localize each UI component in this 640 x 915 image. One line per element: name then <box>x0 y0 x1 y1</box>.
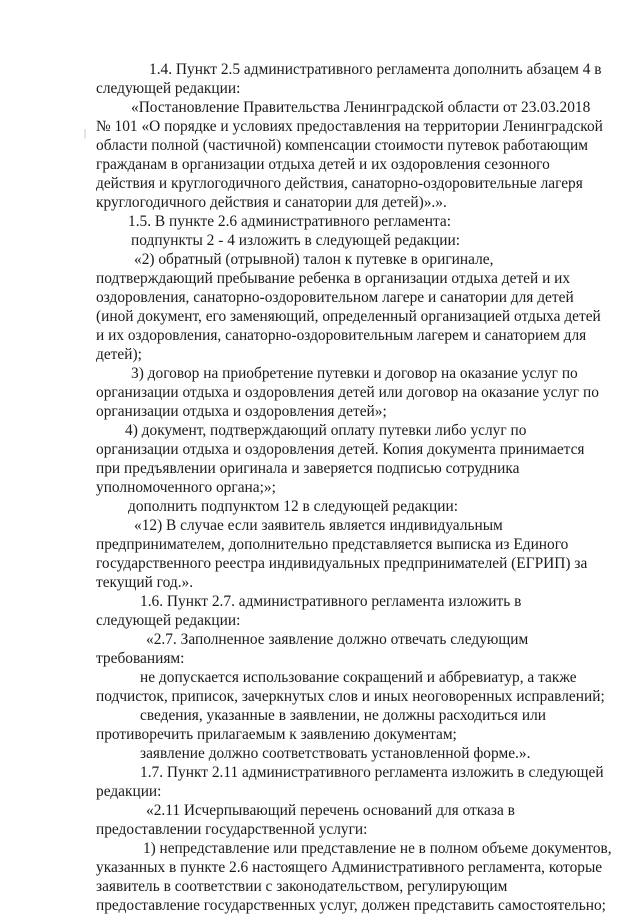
text-line: заявитель в соответствии с законодательством, регулирующим <box>96 878 508 895</box>
text-line: 1) непредставление или представление не в полном объеме документов, <box>143 840 612 857</box>
text-line: сведения, указанные в заявлении, не должны расходиться или <box>140 707 547 724</box>
text-line: № 101 «О порядке и условиях предоставления на территории Ленинградской <box>96 118 603 135</box>
text-line: не допускается использование сокращений и аббревиатур, а также <box>140 669 577 686</box>
text-line: организации отдыха и оздоровления детей. Копия документа принимается <box>96 441 585 458</box>
text-line: «2) обратный (отрывной) талон к путевке в оригинале, <box>134 251 494 268</box>
text-line: 1.4. Пункт 2.5 административного регламента дополнить абзацем 4 в <box>149 61 602 78</box>
text-line: предоставлении государственной услуги: <box>96 821 368 838</box>
text-line: при предъявлении оригинала и заверяется подписью сотрудника <box>96 460 520 477</box>
text-line: действия и круглогодичного действия, санаторно-оздоровительные лагеря <box>96 175 583 192</box>
text-line: редакции: <box>96 783 162 800</box>
text-line: организации отдыха и оздоровления детей или договор на оказание услуг по <box>96 384 599 401</box>
text-line: требованиям: <box>96 650 185 667</box>
text-line: и их оздоровления, санаторно-оздоровительным лагерем и санаторием для <box>96 327 587 344</box>
text-line: предпринимателем, дополнительно представляется выписка из Единого <box>96 536 569 553</box>
text-line: 1.7. Пункт 2.11 административного регламента изложить в следующей <box>140 764 604 781</box>
text-line: противоречить прилагаемым к заявлению документам; <box>96 726 457 743</box>
text-line: государственного реестра индивидуальных предпринимателей (ЕГРИП) за <box>96 555 588 572</box>
text-line: организации отдыха и оздоровления детей»; <box>96 403 387 420</box>
margin-mark: | <box>84 128 87 139</box>
text-line: текущий год.». <box>96 574 194 591</box>
text-line: области полной (частичной) компенсации стоимости путевок работающим <box>96 137 588 154</box>
text-line: «2.11 Исчерпывающий перечень оснований для отказа в <box>146 802 515 819</box>
text-line: 3) договор на приобретение путевки и договор на оказание услуг по <box>131 365 578 382</box>
text-line: оздоровления, санаторно-оздоровительном лагере и санатории для детей <box>96 289 574 306</box>
text-line: детей); <box>96 346 142 363</box>
text-line: подтверждающий пребывание ребенка в организации отдыха детей и их <box>96 270 571 287</box>
text-line: круглогодичного действия и санатории для детей)».». <box>96 194 447 211</box>
text-line: следующей редакции: <box>96 80 241 97</box>
text-line: (иной документ, его заменяющий, определенный организацией отдыха детей <box>96 308 601 325</box>
text-line: заявление должно соответствовать установленной форме.». <box>140 745 531 762</box>
text-line: указанных в пункте 2.6 настоящего Административного регламента, которые <box>96 859 603 876</box>
text-line: 1.5. В пункте 2.6 административного регламента: <box>128 213 451 230</box>
text-line: дополнить подпунктом 12 в следующей редакции: <box>128 498 459 515</box>
text-line: 4) документ, подтверждающий оплату путевки либо услуг по <box>125 422 527 439</box>
text-line: «2.7. Заполненное заявление должно отвечать следующим <box>146 631 529 648</box>
text-line: гражданам в организации отдыха детей и их оздоровления сезонного <box>96 156 550 173</box>
text-line: предоставление государственных услуг, должен представить самостоятельно; <box>96 897 606 914</box>
text-line: подпункты 2 - 4 изложить в следующей редакции: <box>131 232 460 249</box>
text-line: подчисток, приписок, зачеркнутых слов и иных неоговоренных исправлений; <box>96 688 605 705</box>
text-line: следующей редакции: <box>96 612 241 629</box>
text-line: 1.6. Пункт 2.7. административного регламента изложить в <box>140 593 522 610</box>
text-line: «12) В случае если заявитель является индивидуальным <box>134 517 503 534</box>
text-line: уполномоченного органа;»; <box>96 479 276 496</box>
text-line: «Постановление Правительства Ленинградской области от 23.03.2018 <box>131 99 591 116</box>
